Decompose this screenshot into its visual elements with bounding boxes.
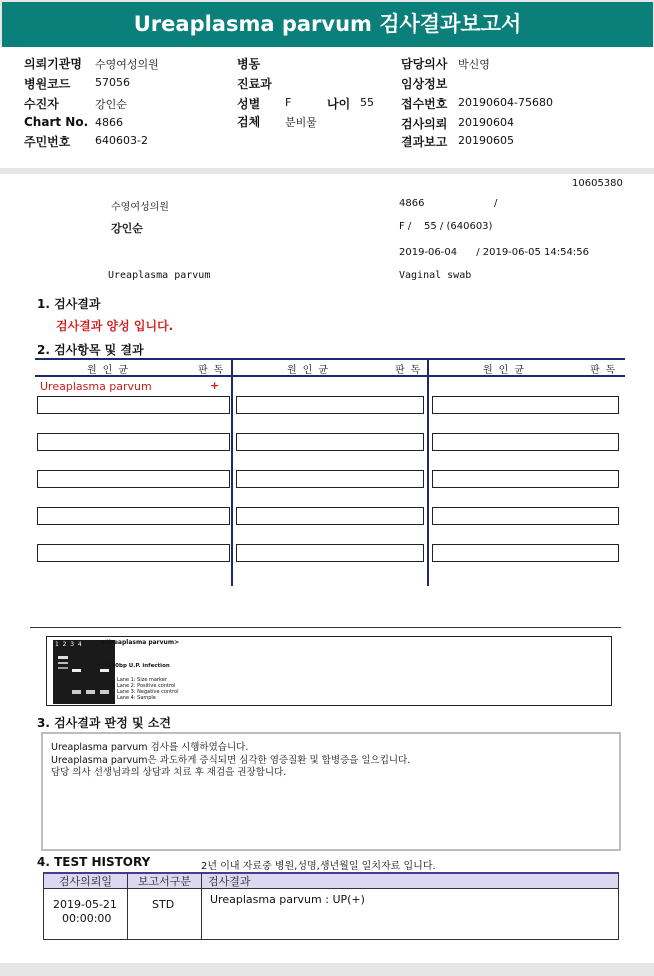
sex-label: 성별	[237, 97, 261, 111]
code-value: 57056	[95, 76, 130, 89]
opinion-line-1: Ureaplasma parvum 검사를 시행하였습니다.	[51, 742, 249, 753]
empty-cell	[432, 544, 619, 562]
col-pathogen-header: 원인균	[87, 365, 134, 376]
gel-figure	[46, 636, 612, 706]
empty-cell	[236, 470, 424, 488]
gel-legend-1: Lane 1: Size marker	[117, 677, 167, 683]
org-value: 수영여성의원	[95, 58, 159, 71]
patient-value: 강인순	[95, 98, 127, 111]
section3-heading: 3. 검사결과 판정 및 소견	[37, 716, 171, 730]
opinion-box	[41, 732, 621, 851]
doctor-label: 담당의사	[401, 57, 448, 71]
gel-band-label: ← 350bp U.P. infection	[101, 663, 170, 669]
empty-cell	[37, 396, 230, 414]
rrn-label: 주민번호	[24, 135, 71, 149]
document-id: 10605380	[572, 178, 623, 189]
divider	[30, 627, 621, 628]
empty-cell	[236, 433, 424, 451]
age-label: 나이	[327, 97, 351, 111]
pathogen-result: +	[210, 379, 220, 392]
empty-cell	[432, 507, 619, 525]
report-title: Ureaplasma parvum 검사결과보고서	[2, 2, 653, 47]
receipt-label: 접수번호	[401, 97, 448, 111]
report-date-label: 결과보고	[401, 135, 448, 149]
report-patient: 강인순	[111, 222, 143, 235]
empty-cell	[37, 507, 230, 525]
report-chart-slash: /	[494, 198, 498, 209]
empty-cell	[432, 470, 619, 488]
opinion-line-3: 담당 의사 선생님과의 상담과 치료 후 재검을 권장합니다.	[51, 767, 287, 778]
gel-legend-2: Lane 2: Positive control	[117, 683, 176, 689]
pathogen-name: Ureaplasma parvum	[40, 380, 152, 393]
request-value: 20190604	[458, 116, 514, 129]
gel-legend-3: Lane 3: Negative control	[117, 689, 179, 695]
ward-label: 병동	[237, 57, 261, 71]
header-panel	[0, 47, 654, 168]
clinical-label: 임상정보	[401, 77, 448, 91]
rrn-value: 640603-2	[95, 134, 148, 147]
col-judgement-header: 판독	[395, 365, 427, 376]
col-judgement-header: 판독	[198, 365, 230, 376]
column-divider	[231, 358, 233, 586]
table-top-rule	[35, 358, 625, 360]
code-label: 병원코드	[24, 77, 71, 91]
history-col-type: 보고서구분	[127, 872, 201, 889]
empty-cell	[236, 544, 424, 562]
doctor-value: 박신영	[458, 58, 490, 71]
opinion-line-2: Ureaplasma parvum은 과도하게 증식되면 심각한 염증질환 및 합병증을 일으킵니다.	[51, 755, 411, 766]
empty-cell	[432, 433, 619, 451]
gel-title: <Ureaplasma parvum>	[101, 639, 180, 646]
col-judgement-header: 판독	[590, 365, 622, 376]
gel-legend-4: Lane 4: Sample	[117, 695, 156, 701]
history-type: STD	[152, 898, 175, 911]
report-date-value: 20190605	[458, 134, 514, 147]
gel-lane-numbers: 1 2 3 4	[55, 641, 82, 648]
request-label: 검사의뢰	[401, 117, 448, 131]
receipt-value: 20190604-75680	[458, 96, 553, 109]
column-divider	[427, 358, 429, 586]
history-date: 2019-05-21	[53, 898, 117, 911]
age-value: 55	[360, 96, 374, 109]
empty-cell	[432, 396, 619, 414]
sex-value: F	[285, 96, 292, 109]
col-pathogen-header: 원인균	[287, 365, 334, 376]
gel-image	[53, 640, 115, 704]
report-dates: 2019-06-04 / 2019-06-05 14:54:56	[399, 247, 589, 258]
report-hospital: 수영여성의원	[111, 202, 169, 213]
empty-cell	[236, 507, 424, 525]
section2-heading: 2. 검사항목 및 결과	[37, 343, 144, 357]
report-chart: 4866	[399, 198, 425, 209]
history-time: 00:00:00	[62, 912, 112, 925]
empty-cell	[37, 544, 230, 562]
specimen-value: 분비물	[285, 116, 317, 129]
empty-cell	[37, 470, 230, 488]
positive-result: 검사결과 양성 입니다.	[56, 319, 174, 333]
history-col-date: 검사의뢰일	[43, 872, 127, 889]
report-sex-age: F / 55 / (640603)	[399, 221, 493, 232]
empty-cell	[37, 433, 230, 451]
report-test-name: Ureaplasma parvum	[108, 270, 211, 281]
empty-cell	[236, 396, 424, 414]
history-result: Ureaplasma parvum : UP(+)	[210, 893, 365, 906]
history-col-result: 검사결과	[201, 872, 619, 889]
dept-label: 진료과	[237, 77, 272, 91]
specimen-label: 검체	[237, 115, 261, 129]
chart-value: 4866	[95, 116, 123, 129]
org-label: 의뢰기관명	[24, 57, 82, 71]
patient-label: 수진자	[24, 97, 59, 111]
history-table	[43, 872, 619, 940]
section4-heading: 4. TEST HISTORY	[37, 855, 151, 869]
chart-label: Chart No.	[24, 115, 89, 129]
report-specimen: Vaginal swab	[399, 270, 472, 281]
history-note: 2년 이내 자료중 병원,성명,생년월일 일치자료 입니다.	[201, 861, 436, 872]
section1-heading: 1. 검사결과	[37, 297, 101, 311]
col-pathogen-header: 원인균	[483, 365, 530, 376]
